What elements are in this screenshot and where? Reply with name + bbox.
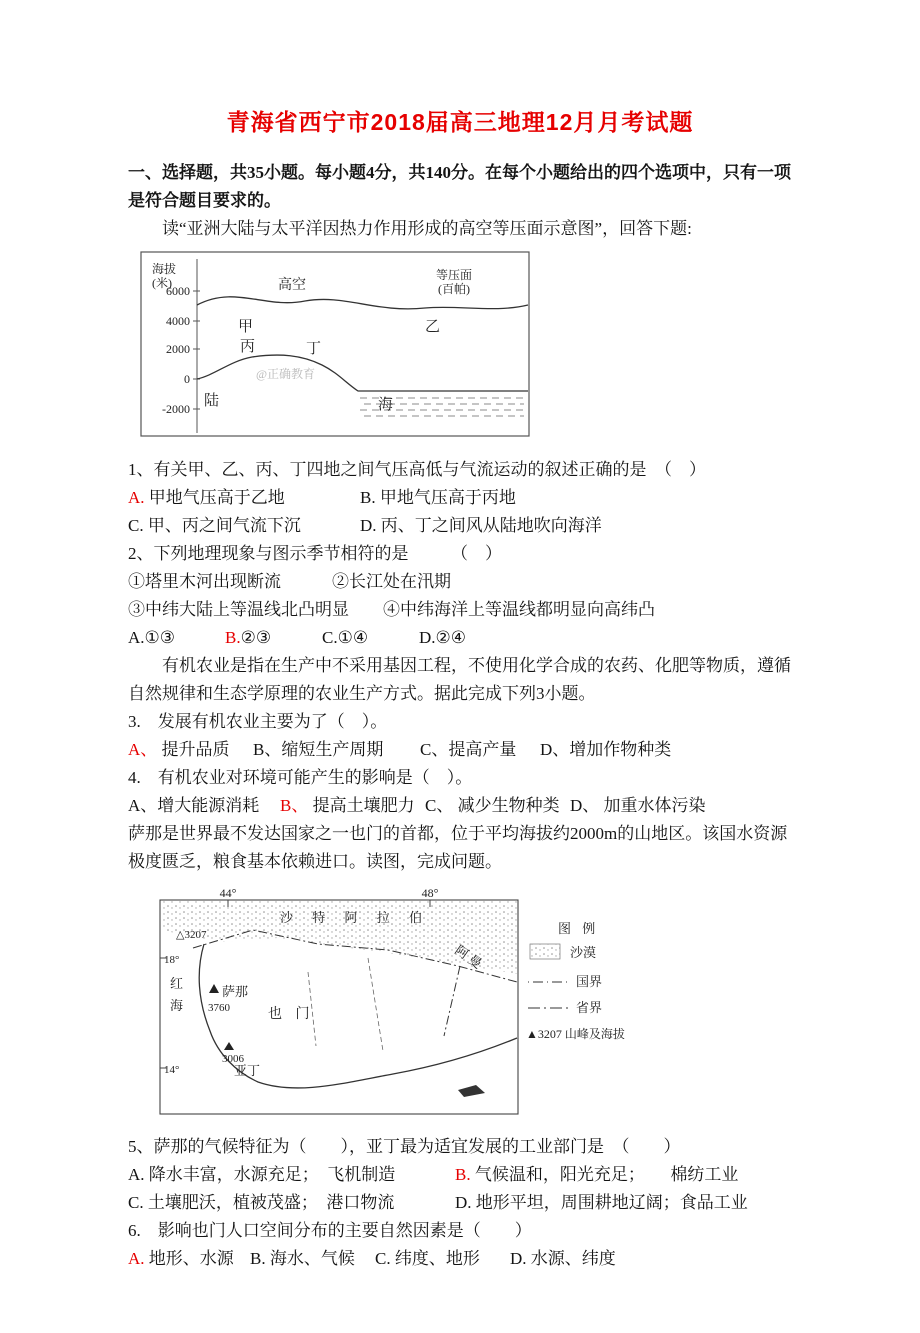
label-saudi-arabia: 沙 特 阿 拉 伯 [280,910,431,925]
legend-desert-swatch [530,944,560,959]
figure-yemen-map [158,886,792,1123]
q4-option-b-letter: B、 [280,796,309,815]
question-6-stem: 6. 影响也门人口空间分布的主要自然因素是（ ） [128,1221,532,1240]
q6-option-a [128,1245,250,1273]
q4-option-b-text: 提高土壤肥力 [308,796,415,815]
question-1-options-row-2 [128,512,792,540]
label-hai: 海 [378,397,394,413]
yemen-intro: 萨那是世界最不发达国家之一也门的首都，位于平均海拔约2000m的山地区。该国水资源极度匮乏，粮食基本依赖进口。读图，完成问题。 [128,824,788,871]
q5-option-b-text: 气候温和，阳光充足； 棉纺工业 [470,1165,739,1184]
question-4-options [128,792,792,820]
longitude-48-label: 48° [421,886,439,900]
question-2-items-34: ③中纬大陆上等温线北凸明显 ④中纬海洋上等温线都明显向高纬凸 [128,600,655,619]
q6-option-b: B. 海水、气候 [250,1249,355,1268]
label-bing: 丙 [240,339,256,355]
label-ding: 丁 [306,341,322,357]
q4-option-d: D、 加重水体污染 [570,796,706,815]
q4-option-b [280,792,425,820]
watermark-text: @正确教育 [256,367,316,381]
question-5-options-row-1 [128,1161,792,1189]
question-3-options [128,736,792,764]
label-yemen: 也 门 [268,1007,315,1022]
figure1-axis-title-1: 海拔 [152,262,177,276]
figure1-tick-0: 0 [184,372,190,386]
figure1-tick-6000: 6000 [166,284,190,298]
label-yi: 乙 [425,319,441,335]
q4-option-a: A、增大能源消耗 [128,796,260,815]
legend-peak-label: ▲3207 山峰及海拔 [526,1027,625,1041]
page-title: 青海省西宁市2018届高三地理12月月考试题 [226,109,694,135]
label-aden: 亚丁 [234,1063,261,1078]
isobaric-diagram-svg [140,251,530,441]
label-peak-3207: △3207 [176,929,207,941]
legend-province-border-label: 省界 [576,1000,603,1015]
q6-option-d: D. 水源、纬度 [510,1249,616,1268]
question-2-answers [128,624,792,652]
q5-option-b-letter: B. [455,1165,471,1184]
q1-option-a [128,484,360,512]
figure-isobaric-diagram [140,251,792,446]
q5-option-a: A. 降水丰富，水源充足； 飞机制造 [128,1165,396,1184]
question-5-stem: 5、萨那的气候特征为（ ），亚丁最为适宜发展的工业部门是 （ ） [128,1137,681,1156]
figure1-lead: 读“亚洲大陆与太平洋因热力作用形成的高空等压面示意图”，回答下题: [162,219,692,238]
latitude-14-label: 14° [164,1064,180,1076]
latitude-18-label: 18° [164,954,180,966]
q6-option-a-text: 地形、水源 [144,1249,234,1268]
legend-title: 图 例 [558,921,600,936]
q3-option-a [128,736,253,764]
q5-option-c: C. 土壤肥沃，植被茂盛； 港口物流 [128,1193,395,1212]
question-1-options-row-1 [128,484,792,512]
label-red-sea-2: 海 [170,998,184,1013]
organic-farming-intro: 有机农业是指在生产中不采用基因工程，不使用化学合成的农药、化肥等物质，遵循自然规律和生态学原理的农业生产方式。据此完成下列3小题。 [128,656,791,703]
figure1-tick-4000: 4000 [166,314,190,328]
question-1-stem: 1、有关甲、乙、丙、丁四地之间气压高低与气流运动的叙述正确的是 （ ） [128,460,706,479]
label-oman: 阿 曼 [452,942,485,972]
q1-option-d: D. 丙、丁之间风从陆地吹向海洋 [360,516,602,535]
question-4-stem: 4. 有机农业对环境可能产生的影响是（ ）。 [128,768,473,787]
label-isobar-2: (百帕) [438,282,470,296]
q3-option-a-letter: A、 [128,740,158,759]
q3-option-a-text: 提升品质 [157,740,230,759]
label-sana-elevation: 3760 [208,1002,230,1014]
label-lu: 陆 [204,393,220,409]
q5-option-d: D. 地形平坦，周围耕地辽阔；食品工业 [455,1193,748,1212]
q4-option-c: C、 减少生物种类 [425,796,560,815]
q1-option-a-text: 甲地气压高于乙地 [144,488,285,507]
label-jia: 甲 [238,319,254,335]
q5-option-b [455,1165,738,1184]
label-gaokong: 高空 [278,278,306,293]
label-aden-elevation: 3006 [222,1053,244,1065]
figure1-tick-2000: 2000 [166,342,190,356]
q2-option-d: D.②④ [419,628,467,647]
q2-option-a: A.①③ [128,628,176,647]
section-rule: 一、选择题，共35小题。每小题4分，共140分。在每个小题给出的四个选项中，只有一项是符合题目要求的。 [128,163,791,210]
yemen-map-svg [158,886,650,1118]
q2-option-b-letter: B. [225,628,241,647]
q3-option-b: B、缩短生产周期 [253,740,384,759]
legend-desert-label: 沙漠 [570,945,597,960]
label-red-sea-1: 红 [170,976,184,991]
q1-option-b: B. 甲地气压高于丙地 [360,488,516,507]
q2-option-c: C.①④ [322,628,369,647]
q3-option-d: D、增加作物种类 [540,740,672,759]
q3-option-c: C、提高产量 [420,740,517,759]
label-isobar-1: 等压面 [436,268,473,282]
q2-option-b [225,624,322,652]
q6-option-a-letter: A. [128,1249,145,1268]
q1-option-a-letter: A. [128,488,145,507]
q6-option-c: C. 纬度、地形 [375,1249,480,1268]
q2-option-b-text: ②③ [240,628,272,647]
figure1-tick-neg2000: -2000 [162,402,190,416]
question-6-options [128,1245,792,1273]
legend-national-border-label: 国界 [576,974,603,989]
question-5-options-row-2 [128,1189,792,1217]
q1-option-c: C. 甲、丙之间气流下沉 [128,516,301,535]
question-2-stem: 2、下列地理现象与图示季节相符的是 （ ） [128,544,502,563]
figure1-axis-title-2: (米) [152,276,172,290]
label-sana: 萨那 [222,984,249,999]
question-2-items-12: ①塔里木河出现断流 ②长江处在汛期 [128,572,451,591]
question-3-stem: 3. 发展有机农业主要为了（ ）。 [128,712,388,731]
longitude-44-label: 44° [219,886,237,900]
